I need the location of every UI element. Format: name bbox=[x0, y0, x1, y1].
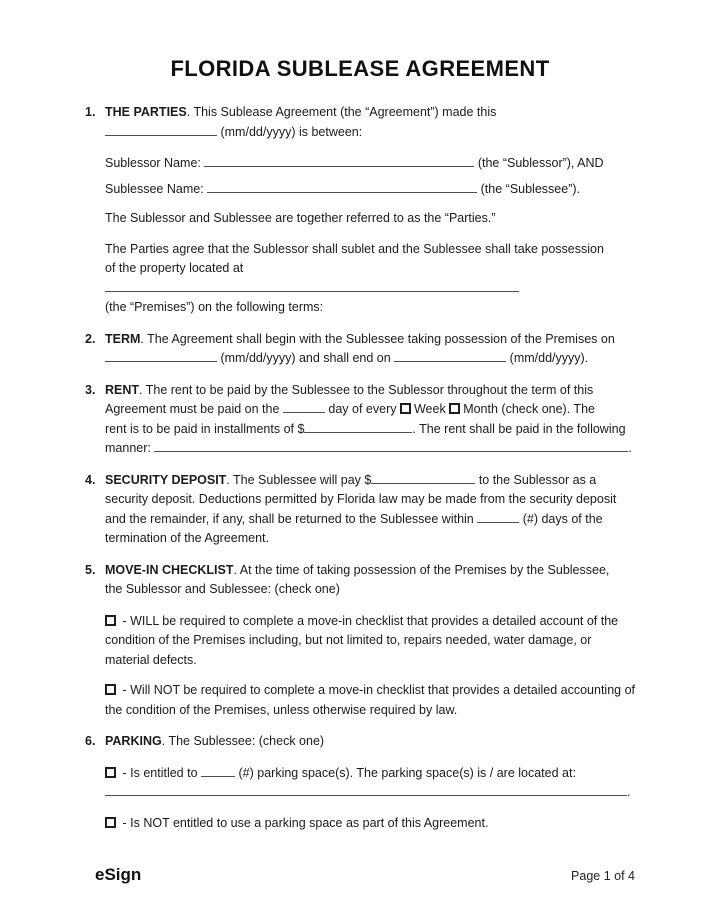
body-text: of the property located at bbox=[105, 261, 244, 275]
section-heading: TERM bbox=[105, 331, 141, 346]
parking-not-entitled-option-label: - Is NOT entitled to use a parking space as part of this Agreement. bbox=[122, 815, 489, 830]
security-deposit-paragraph bbox=[105, 471, 635, 549]
body-text: . At the time of taking possession of the Premises by the Sublessee, bbox=[233, 562, 610, 577]
body-text: (mm/dd/yyyy) and shall end on bbox=[220, 351, 391, 365]
body-text: and the remainder, if any, shall be returned to the Sublessee within bbox=[105, 511, 474, 526]
sublessee-name-row bbox=[105, 179, 635, 199]
body-text: The Parties agree that the Sublessor shall sublet and the Sublessee shall take possession bbox=[105, 241, 604, 256]
section-parties bbox=[85, 103, 635, 318]
section-number: 1. bbox=[85, 105, 96, 119]
week-checkbox[interactable] bbox=[400, 403, 411, 414]
body-text: rent is to be paid in installments of $ bbox=[105, 421, 305, 436]
property-address-field[interactable] bbox=[105, 280, 519, 292]
section-term bbox=[85, 330, 635, 369]
sublessor-name-field[interactable] bbox=[204, 155, 474, 167]
body-text: manner: bbox=[105, 441, 151, 455]
section-number: 3. bbox=[85, 382, 96, 397]
section-content bbox=[105, 732, 635, 833]
start-date-field[interactable] bbox=[105, 350, 217, 362]
page-footer bbox=[95, 865, 635, 887]
body-text: . The rent to be paid by the Sublessee to the Sublessor throughout the term of this bbox=[139, 382, 594, 397]
section-number: 5. bbox=[85, 562, 96, 577]
section-heading: MOVE-IN CHECKLIST bbox=[105, 562, 234, 577]
body-text: (the “Sublessee”). bbox=[480, 182, 580, 196]
body-text: to the Sublessor as a bbox=[478, 472, 597, 487]
body-text: . The Sublessee will pay $ bbox=[226, 472, 372, 487]
rent-paragraph bbox=[105, 381, 635, 459]
body-text: . bbox=[627, 785, 631, 799]
page-indicator: Page 1 of 4 bbox=[571, 868, 635, 883]
body-text: . The rent shall be paid in the following bbox=[412, 421, 626, 436]
parking-entitled-option-label: (#) parking space(s). The parking space(s) is / are located at: bbox=[238, 765, 576, 780]
section-security-deposit bbox=[85, 471, 635, 549]
sublessor-name-label: Sublessor Name: bbox=[105, 156, 201, 170]
section-move-in-checklist bbox=[85, 561, 635, 721]
body-text: (the “Sublessor”), AND bbox=[477, 156, 604, 170]
security-deposit-amount-field[interactable] bbox=[371, 472, 475, 484]
section-heading: SECURITY DEPOSIT bbox=[105, 472, 227, 487]
parking-intro-paragraph bbox=[105, 732, 635, 752]
section-heading: PARKING bbox=[105, 734, 162, 748]
rent-installment-amount-field[interactable] bbox=[304, 421, 412, 433]
parking-not-entitled-option bbox=[105, 814, 635, 834]
rent-due-day-field[interactable] bbox=[283, 401, 325, 413]
body-text: Agreement must be paid on the bbox=[105, 402, 280, 416]
body-text: (mm/dd/yyyy) is between: bbox=[220, 124, 363, 139]
parking-spaces-count-field[interactable] bbox=[201, 765, 235, 777]
body-text: The Sublessor and Sublessee are together referred to as the “Parties.” bbox=[105, 211, 496, 225]
body-text: security deposit. Deductions permitted by Florida law may be made from the security deposit bbox=[105, 492, 617, 506]
section-rent bbox=[85, 381, 635, 459]
body-text: . The Sublessee: (check one) bbox=[161, 734, 325, 748]
rent-payment-manner-field[interactable] bbox=[154, 440, 628, 452]
sublessor-name-row bbox=[105, 153, 635, 173]
parking-location-field[interactable] bbox=[105, 784, 627, 796]
will-checklist-checkbox[interactable] bbox=[105, 615, 116, 626]
month-checkbox[interactable] bbox=[449, 403, 460, 414]
section-number: 6. bbox=[85, 734, 96, 748]
checklist-will-not-option bbox=[105, 681, 635, 720]
checklist-will-option bbox=[105, 612, 635, 671]
will-not-checklist-option-label: - Will NOT be required to complete a move-in checklist that provides a detailed accounting of the condition of the Premises, unless otherwise required by law. bbox=[105, 683, 636, 717]
move-in-intro-paragraph bbox=[105, 561, 635, 600]
body-text: . bbox=[628, 441, 632, 455]
section-number: 4. bbox=[85, 472, 96, 487]
end-date-field[interactable] bbox=[394, 350, 506, 362]
body-text: (the “Premises”) on the following terms: bbox=[105, 300, 324, 314]
section-content bbox=[105, 381, 635, 459]
term-paragraph bbox=[105, 330, 635, 369]
sublessee-name-label: Sublessee Name: bbox=[105, 182, 204, 196]
will-checklist-option-label: - WILL be required to complete a move-in checklist that provides a detailed account of the condition of the Premises including, but not limited to, repairs needed, water damage, or material defects. bbox=[105, 613, 619, 667]
body-text: . The Agreement shall begin with the Sublessee taking possession of the Premises on bbox=[140, 331, 615, 346]
will-not-checklist-checkbox[interactable] bbox=[105, 684, 116, 695]
section-parking bbox=[85, 732, 635, 833]
section-number: 2. bbox=[85, 331, 96, 346]
section-content bbox=[105, 330, 635, 369]
sublessee-name-field[interactable] bbox=[207, 181, 477, 193]
document-title: FLORIDA SUBLEASE AGREEMENT bbox=[170, 56, 550, 81]
section-content bbox=[105, 471, 635, 549]
week-checkbox-label: Week bbox=[413, 402, 446, 416]
body-text: (mm/dd/yyyy). bbox=[509, 351, 589, 365]
body-text: the Sublessor and Sublessee: (check one) bbox=[105, 582, 340, 596]
parties-intro-paragraph bbox=[105, 103, 635, 142]
body-text: (#) days of the bbox=[522, 511, 603, 526]
parking-entitled-option-label: - Is entitled to bbox=[122, 765, 198, 780]
section-heading: THE PARTIES bbox=[105, 105, 187, 119]
agreement-date-field[interactable] bbox=[105, 124, 217, 136]
body-text: . This Sublease Agreement (the “Agreement”) made this bbox=[186, 105, 497, 119]
body-text: termination of the Agreement. bbox=[105, 531, 269, 545]
month-checkbox-label: Month (check one). The bbox=[463, 402, 595, 416]
esign-logo: eSign bbox=[95, 864, 142, 884]
deposit-return-days-field[interactable] bbox=[477, 511, 519, 523]
parking-entitled-option bbox=[105, 764, 635, 803]
section-heading: RENT bbox=[105, 382, 140, 397]
body-text: day of every bbox=[328, 402, 397, 416]
parking-entitled-checkbox[interactable] bbox=[105, 767, 116, 778]
parties-note-paragraph bbox=[105, 209, 635, 229]
parking-not-entitled-checkbox[interactable] bbox=[105, 817, 116, 828]
section-content bbox=[105, 561, 635, 721]
parties-agreement-paragraph bbox=[105, 240, 635, 318]
section-content bbox=[105, 103, 635, 318]
